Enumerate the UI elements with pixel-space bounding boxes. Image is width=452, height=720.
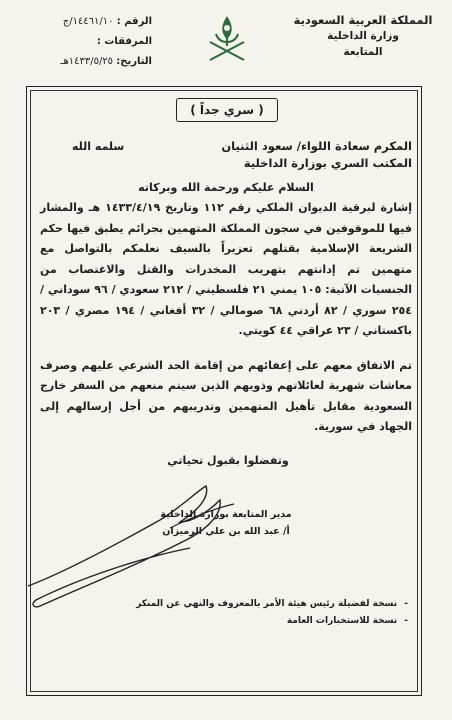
attachments-label: المرفقات : (96, 36, 152, 47)
signatory-title: مدير المتابعة بوزارة الداخلية (160, 509, 292, 520)
attachments-row (12, 32, 152, 52)
letter-body (40, 198, 412, 438)
copy-item (108, 596, 408, 613)
recipient-block (72, 138, 412, 172)
org-line-country: المملكة العربية السعودية (293, 13, 433, 27)
recipient-line-1: المكرم سعادة اللواء/ سعود الثنيان (221, 139, 412, 153)
date-label: التاريخ: (116, 56, 152, 67)
bullet-icon: - (404, 599, 408, 609)
org-line-ministry: وزارة الداخلية (327, 30, 399, 42)
ref-number-row (12, 12, 152, 32)
classification-stamp: ( سري جداً ) (176, 98, 278, 122)
signatory-name: أ/ عبد الله بن علي الرميزان (162, 526, 290, 537)
recipient-salutation: سلمه الله (72, 140, 125, 153)
signature-block (116, 506, 336, 540)
date-row (12, 52, 152, 72)
ref-number-label: الرقم : (116, 16, 152, 27)
ministry-header (288, 12, 438, 60)
copy-item (108, 613, 408, 630)
copy-item-text: نسخة لفضيلة رئيس هيئة الأمر بالمعروف والنهي عن المنكر (136, 599, 398, 609)
reference-block (12, 12, 152, 72)
copies-list (108, 596, 408, 630)
closing-line: وتفضلوا بقبول تحياتي (167, 454, 289, 467)
bullet-icon: - (404, 616, 408, 626)
recipient-line-2: المكتب السري بوزارة الداخلية (243, 156, 412, 170)
greeting: السلام عليكم ورحمة الله وبركاته (138, 181, 314, 194)
ref-number-value: ١٤٤٦١/١٠/ج (62, 16, 114, 27)
body-paragraph-1: إشارة لبرقية الديوان الملكي رقم ١١٢ وتاريخ ١٤٣٣/٤/١٩ هـ والمشار فيها للموقوفين في سجون المملكة المتهمين بجرائم يطبق فيها حكم الشريعة الإسلامية بقتلهم تعزيراً بالسيف نعلمكم بالتواصل مع متهمين تم إدانتهم بتهريب المخدرات والقتل والاغتصاب من الجنسيات الآتية: ١٠٥ يمني ٢١ فلسطيني / ٢١٢ سعودي / ٩٦ سوداني / ٢٥٤ سوري / ٨٢ أردني ٦٨ صومالي / ٣٢ أفغاني / ١٩٤ مصري / ٢٠٣ باكستاني / ٢٣ عراقي ٤٤ كويتي. (40, 201, 412, 337)
date-value: ١٤٣٣/٥/٢٥هـ (60, 56, 114, 67)
body-paragraph-2: تم الاتفاق معهم على إعفائهم من إقامة الحد الشرعي عليهم وصرف معاشات شهرية لعائلاتهم وذويهم الذين سيتم منعهم من السفر خارج السعودية مقابل تأهيل المتهمين وتدريبهم من أجل إرسالهم إلى الجهاد في سورية. (40, 358, 412, 433)
copy-item-text: نسخة للاستخبارات العامة (286, 616, 398, 626)
saudi-emblem-icon (200, 14, 254, 70)
org-line-department: المتابعة (343, 46, 383, 58)
